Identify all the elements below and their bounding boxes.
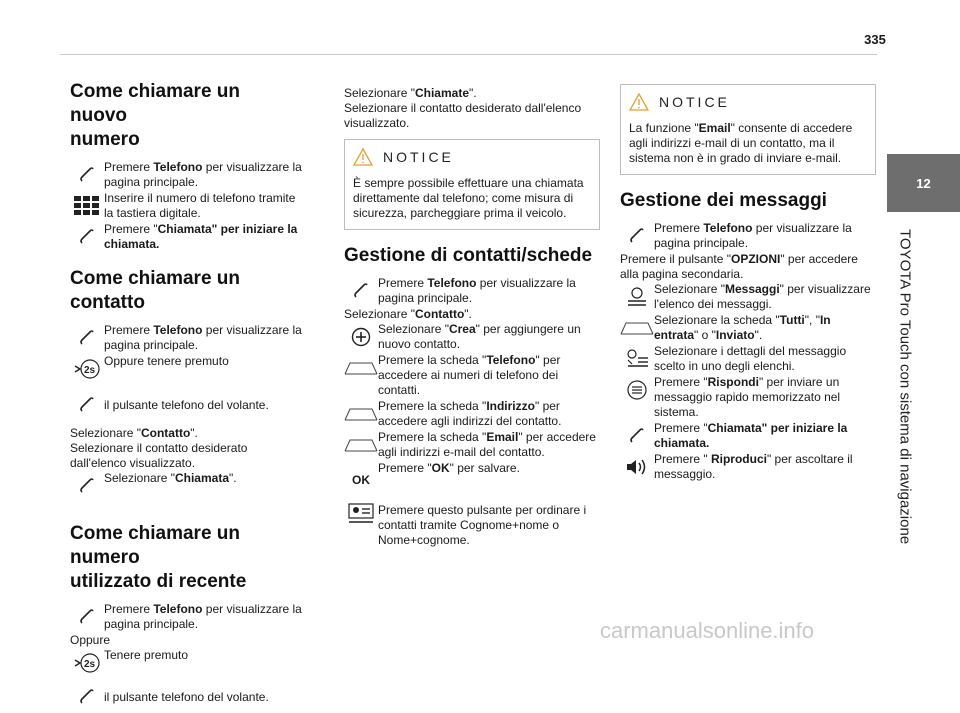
paragraph: Selezionare il contatto desiderato dall'elenco visualizzato. [344,101,582,130]
text: Tenere premuto [104,648,189,662]
text: per visualizzare la pagina principale. [104,602,302,631]
text: " o " [694,328,716,342]
notice-title: NOTICE [659,93,730,110]
text: Premere la scheda " [378,399,487,413]
text-bold: OK [431,461,450,475]
notice-box [344,139,600,230]
chapter-tab[interactable]: 12 [887,154,960,212]
page-number: 335 [864,32,886,47]
text: per visualizzare la pagina principale. [654,221,852,250]
column-3 [620,80,876,483]
chapter-title-text: TOYOTA Pro Touch con sistema di navigazione [896,229,914,545]
text-bold: Telefono [486,353,536,367]
step [344,399,600,429]
text: Selezionare " [344,86,415,100]
text-bold: Messaggi [724,282,780,296]
text: Selezionare la scheda " [654,313,780,327]
text: Premere [104,602,154,616]
phone-handset-icon [352,282,370,300]
text: Selezionare " [344,307,415,321]
text-bold: In entrata [654,313,831,342]
step [70,191,302,221]
phone-handset-icon [628,427,646,445]
paragraph [344,86,600,101]
phone-handset-icon [78,396,96,414]
text-bold: Riproduci [710,452,767,466]
text: Oppure tenere premuto [104,354,229,368]
text: " per salvare. [449,461,520,475]
paragraph: Selezionare il contatto desiderato dall'elenco visualizzato. [70,441,248,470]
step [620,282,876,312]
svg-text:2s: 2s [84,659,96,670]
step [344,430,600,460]
step [620,421,876,451]
ok-button-label: OK [352,472,370,487]
section-title-new-number [70,80,302,152]
text-bold: Chiamata [174,471,229,485]
top-rule [60,54,877,55]
step [344,499,600,548]
watermark: carmanualsonline.info [600,618,815,643]
text-bold: Chiamata" per iniziare la chiamata. [104,222,298,251]
phone-handset-icon [78,329,96,347]
step [70,471,302,501]
text: " per accedere agli indirizzi e-mail del contatto. [378,430,596,459]
step [344,353,600,398]
text: " per ascoltare il messaggio. [654,452,853,481]
text: Premere " [654,421,708,435]
text-bold: Telefono [703,221,753,235]
text: Premere " [378,461,432,475]
notice-text: È sempre possibile effettuare una chiamata direttamente dal telefono; come misura di sicurezza, parcheggiare prima il veicolo. [353,176,584,220]
text: ". [464,307,472,321]
text-bold: Telefono [153,160,203,174]
sms-message-icon [626,286,648,308]
text: Premere " [104,222,158,236]
step [70,390,302,420]
step [70,160,302,190]
text: ". [190,426,198,440]
text: " per aggiungere un nuovo contatto. [378,322,581,351]
text: Premere " [654,375,708,389]
step [620,452,876,482]
text-bold: Telefono [153,323,203,337]
notice-box [620,84,876,175]
paragraph: Oppure [70,633,111,647]
text-bold: Crea [448,322,476,336]
notice-title: NOTICE [383,148,454,165]
step [620,313,876,343]
text: Selezionare " [70,426,141,440]
step [70,354,302,384]
text-bold: Inviato [715,328,755,342]
text: Premere il pulsante " [620,252,731,266]
step [70,682,302,712]
title-line: numero [70,129,140,150]
text-bold: Tutti [779,313,805,327]
text: Inserire il numero di telefono tramite la tastiera digitale. [104,191,296,220]
warning-triangle-icon [629,93,649,111]
step [344,461,600,491]
text: Selezionare " [378,322,449,336]
text: per visualizzare la pagina principale. [378,276,576,305]
section-title-contact: Come chiamare un contatto [70,268,240,313]
phone-handset-icon [78,166,96,184]
phone-handset-icon [78,608,96,626]
text-bold: Chiamata" per iniziare la chiamata. [654,421,848,450]
step [344,276,600,306]
speaker-play-icon [625,457,649,477]
text: " per inviare un messaggio rapido memorizzato nel sistema. [654,375,841,419]
svg-text:2s: 2s [84,365,96,376]
step [70,648,302,678]
reply-message-icon [626,380,648,400]
phone-handset-icon [78,688,96,706]
text: La funzione " [629,121,699,135]
section-title-contacts: Gestione di contatti/schede [344,245,593,266]
text: il pulsante telefono del volante. [104,398,269,412]
step [620,221,876,251]
step [70,323,302,353]
text: per visualizzare la pagina principale. [104,323,302,352]
phone-handset-icon [78,477,96,495]
text-bold: Telefono [153,602,203,616]
text-bold: Email [698,121,731,135]
section-title-recent-number [70,522,302,594]
text: " per visualizzare l'elenco dei messaggi. [654,282,871,311]
phone-handset-icon [628,227,646,245]
tab-icon [344,361,378,375]
paragraph [620,252,876,282]
text: Selezionare i dettagli del messaggio scelto in uno degli elenchi. [654,344,847,373]
text-bold: OPZIONI [730,252,781,266]
text: Premere [104,323,154,337]
step [70,222,302,252]
text: ". [754,328,763,342]
text-bold: Contatto [140,426,191,440]
text: il pulsante telefono del volante. [104,690,269,704]
step [620,344,876,374]
steering-phone-button-icon [73,652,101,674]
text: Premere questo pulsante per ordinare i contatti tramite Cognome+nome o Nome+cognome. [378,503,587,547]
text-bold: Contatto [414,307,465,321]
keypad-icon [74,196,100,216]
title-line: Come chiamare un numero [70,523,240,568]
text: " consente di accedere agli indirizzi e-mail di un contatto, ma il sistema non è in grado di inviare e-mail. [629,121,853,165]
text-bold: Chiamate [414,86,469,100]
add-circle-icon [351,327,371,347]
text: " per accedere ai numeri di telefono dei contatti. [378,353,561,397]
text: Premere " [654,452,711,466]
text: ", " [804,313,820,327]
text: Premere [654,221,704,235]
text-bold: Rispondi [707,375,759,389]
warning-triangle-icon [353,148,373,166]
column-1 [70,80,302,713]
text: ". [229,471,237,485]
text: Selezionare " [104,471,175,485]
tab-icon [344,407,378,421]
column-2 [344,86,600,549]
text: Premere [378,276,428,290]
section-title-messages: Gestione dei messaggi [620,190,827,211]
text: per visualizzare la pagina principale. [104,160,302,189]
text-bold: Indirizzo [486,399,535,413]
text: Premere [104,160,154,174]
text: " per accedere agli indirizzi del contatto. [378,399,562,428]
tab-icon [620,321,654,335]
paragraph [70,426,302,441]
title-line: Come chiamare un nuovo [70,81,240,126]
chapter-title [888,222,922,552]
step [620,375,876,420]
text: ". [469,86,477,100]
title-line: utilizzato di recente [70,571,247,592]
phone-handset-icon [78,228,96,246]
text: Selezionare " [654,282,725,296]
sort-contacts-icon [348,503,374,525]
notice-text [629,121,867,166]
paragraph [344,307,600,322]
text: Premere la scheda " [378,430,487,444]
steering-phone-button-icon [73,358,101,380]
text: Premere la scheda " [378,353,487,367]
step [344,322,600,352]
text: " per accedere alla pagina secondaria. [620,252,858,281]
message-details-icon [625,348,649,370]
text-bold: Telefono [427,276,477,290]
tab-icon [344,438,378,452]
step [70,602,302,632]
text-bold: Email [486,430,519,444]
